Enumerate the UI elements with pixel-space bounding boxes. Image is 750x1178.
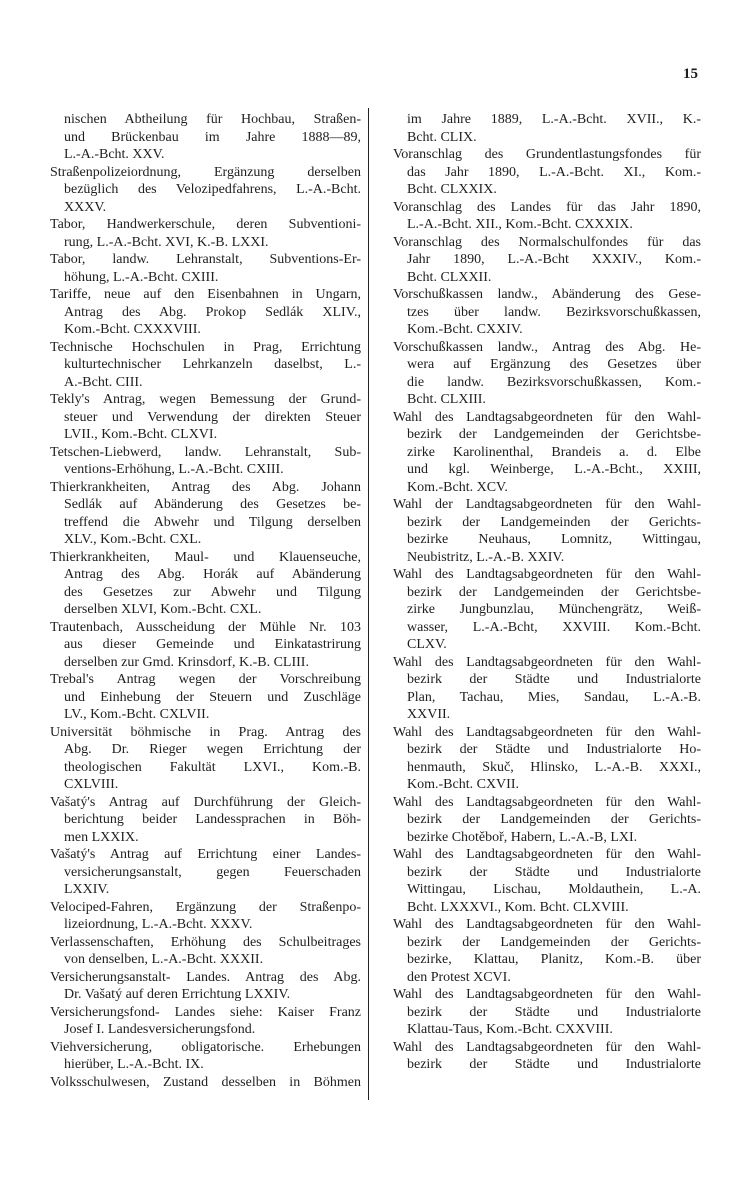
entry-line: Josef I. Landesversicherungsfond. bbox=[64, 1022, 256, 1037]
entry-line: Wahl des Landtagsabgeordneten für den Wahl- bbox=[393, 987, 701, 1002]
entry-line: XLV., Kom.-Bcht. CXL. bbox=[64, 532, 202, 547]
page-number: 15 bbox=[683, 66, 698, 82]
index-entry bbox=[50, 1004, 361, 1039]
entry-line: Vorschußkassen landw., Antrag des Abg. He- bbox=[393, 339, 701, 355]
entry-line: theologischen Fakultät LXVI., Kom.-B. bbox=[64, 759, 361, 775]
entry-line: Jahr 1890, L.-A.-Bcht XXXIV., Kom.- bbox=[407, 252, 701, 267]
index-entry bbox=[50, 794, 361, 847]
entry-line: Bcht. CLIX. bbox=[407, 129, 477, 145]
entry-line: Technische Hochschulen in Prag, Errichtung bbox=[50, 339, 361, 355]
entry-line: ventions-Erhöhung, L.-A.-Bcht. CXIII. bbox=[64, 462, 284, 477]
entry-line: lizeiordnung, L.-A.-Bcht. XXXV. bbox=[64, 917, 253, 932]
entry-line: das Jahr 1890, L.-A.-Bcht. XI., Kom.- bbox=[407, 164, 701, 180]
index-entry bbox=[50, 164, 361, 217]
entry-line: Voranschlag des Grundentlastungsfondes für bbox=[393, 147, 701, 162]
entry-line: XXVII. bbox=[407, 707, 451, 722]
entry-line: Viehversicherung, obligatorische. Erhebungen bbox=[50, 1039, 361, 1055]
entry-line: Antrag des Abg. Horák auf Abänderung bbox=[64, 567, 361, 582]
index-entry bbox=[393, 496, 701, 566]
index-entry bbox=[50, 111, 361, 164]
entry-line: den Protest XCVI. bbox=[407, 969, 511, 985]
entry-line: bezirk der Landgemeinden der Gerichts- bbox=[407, 514, 701, 530]
index-entry bbox=[393, 654, 701, 724]
column-divider bbox=[368, 108, 369, 1100]
index-entry bbox=[393, 409, 701, 497]
entry-line: Tariffe, neue auf den Eisenbahnen in Ungarn, bbox=[50, 287, 361, 302]
index-entry bbox=[50, 934, 361, 969]
entry-line: bezirk der Städte und Industrialorte bbox=[407, 864, 701, 880]
entry-line: Trautenbach, Ausscheidung der Mühle Nr. 103 bbox=[50, 619, 361, 635]
entry-line: Bcht. LXXXVI., Kom. Bcht. CLXVIII. bbox=[407, 899, 629, 915]
entry-line: die landw. Bezirksvorschußkassen, Kom.- bbox=[407, 374, 701, 390]
entry-line: LV., Kom.-Bcht. CXLVII. bbox=[64, 707, 210, 722]
index-entry bbox=[393, 286, 701, 339]
entry-line: des Gesetzes zur Abwehr und Tilgung bbox=[64, 584, 361, 600]
entry-line: versicherungsanstalt, gegen Feuerschaden bbox=[64, 864, 361, 880]
entry-line: derselben XLVI, Kom.-Bcht. CXL. bbox=[64, 602, 262, 617]
entry-line: Antrag des Abg. Prokop Sedlák XLIV., bbox=[64, 304, 361, 320]
entry-line: bezirke Neuhaus, Lomnitz, Wittingau, bbox=[407, 532, 701, 547]
entry-line: Tetschen-Liebwerd, landw. Lehranstalt, Sub- bbox=[50, 444, 361, 460]
index-entry bbox=[50, 391, 361, 444]
entry-line: CXLVIII. bbox=[64, 777, 119, 792]
entry-line: bezirk der Landgemeinden der Gerichts- bbox=[407, 934, 701, 950]
entry-line: Voranschlag des Landes für das Jahr 1890, bbox=[393, 199, 701, 215]
entry-line: Versicherungsfond- Landes siehe: Kaiser Franz bbox=[50, 1004, 361, 1020]
index-entry bbox=[393, 724, 701, 794]
entry-line: tzes über landw. Bezirksvorschußkassen, bbox=[407, 304, 701, 320]
entry-line: bezirke, Klattau, Planitz, Kom.-B. über bbox=[407, 952, 701, 967]
entry-line: Wittingau, Lischau, Moldauthein, L.-A. bbox=[407, 882, 701, 897]
index-entry bbox=[50, 479, 361, 549]
entry-line: wasser, L.-A.-Bcht, XXVIII. Kom.-Bcht. bbox=[407, 619, 701, 635]
index-entry bbox=[50, 969, 361, 1004]
entry-line: bezirke Chotěboř, Habern, L.-A.-B, LXI. bbox=[407, 829, 638, 845]
entry-line: zirke Karolinenthal, Brandeis a. d. Elbe bbox=[407, 444, 701, 460]
entry-line: Volksschulwesen, Zustand desselben in Böhmen bbox=[50, 1074, 361, 1090]
entry-line: im Jahre 1889, L.-A.-Bcht. XVII., K.- bbox=[407, 112, 701, 127]
entry-line: Thierkrankheiten, Maul- und Klauenseuche, bbox=[50, 549, 361, 565]
index-entry bbox=[50, 216, 361, 251]
entry-line: henmauth, Skuč, Hlinsko, L.-A.-B. XXXI., bbox=[407, 759, 701, 775]
entry-line: L.-A.-Bcht. XII., Kom.-Bcht. CXXXIX. bbox=[407, 217, 633, 232]
index-entry bbox=[50, 724, 361, 794]
index-column-right bbox=[393, 111, 701, 1074]
entry-line: bezirk der Städte und Industrialorte bbox=[407, 1004, 701, 1020]
entry-line: Neubistritz, L.-A.-B. XXIV. bbox=[407, 549, 565, 565]
entry-line: berichtung beider Landessprachen in Böh- bbox=[64, 812, 361, 827]
entry-line: bezirk der Städte und Industrialorte bbox=[407, 672, 701, 687]
entry-line: bezüglich des Velozipedfahrens, L.-A.-Bcht. bbox=[64, 182, 361, 197]
entry-line: und Einhebung der Steuern und Zuschläge bbox=[64, 689, 361, 705]
index-entry bbox=[50, 619, 361, 672]
index-entry bbox=[50, 1074, 361, 1092]
entry-line: Dr. Vašatý auf deren Errichtung LXXIV. bbox=[64, 987, 291, 1002]
entry-line: treffend die Abwehr und Tilgung derselben bbox=[64, 514, 361, 530]
entry-line: aus dieser Gemeinde und Einkatastrirung bbox=[64, 637, 361, 652]
index-entry bbox=[50, 251, 361, 286]
entry-line: und kgl. Weinberge, L.-A.-Bcht., XXIII, bbox=[407, 462, 701, 477]
entry-line: Wahl des Landtagsabgeordneten für den Wahl- bbox=[393, 917, 701, 932]
entry-line: Wahl des Landtagsabgeordneten für den Wahl- bbox=[393, 567, 701, 582]
entry-line: A.-Bcht. CIII. bbox=[64, 374, 143, 390]
entry-line: Vašatý's Antrag auf Durchführung der Gleich- bbox=[50, 794, 361, 810]
entry-line: Universität böhmische in Prag. Antrag des bbox=[50, 724, 361, 740]
entry-line: derselben zur Gmd. Krinsdorf, K.-B. CLIII. bbox=[64, 654, 309, 670]
index-entry bbox=[50, 339, 361, 392]
entry-line: bezirk der Städte und Industrialorte bbox=[407, 1057, 701, 1072]
entry-line: Tabor, landw. Lehranstalt, Subventions-Er- bbox=[50, 252, 361, 267]
entry-line: LXXIV. bbox=[64, 882, 110, 897]
entry-line: L.-A.-Bcht. XXV. bbox=[64, 147, 165, 162]
index-entry bbox=[393, 339, 701, 409]
entry-line: LVII., Kom.-Bcht. CLXVI. bbox=[64, 427, 218, 442]
entry-line: bezirk der Landgemeinden der Gerichts- bbox=[407, 812, 701, 827]
entry-line: hierüber, L.-A.-Bcht. IX. bbox=[64, 1057, 204, 1072]
entry-line: Wahl des Landtagsabgeordneten für den Wahl- bbox=[393, 794, 701, 810]
entry-line: Velociped-Fahren, Ergänzung der Straßenpo- bbox=[50, 899, 361, 915]
index-entry bbox=[393, 234, 701, 287]
entry-line: von denselben, L.-A.-Bcht. XXXII. bbox=[64, 952, 264, 967]
entry-line: Bcht. CLXXII. bbox=[407, 269, 492, 285]
entry-line: Tabor, Handwerkerschule, deren Subventioni- bbox=[50, 217, 361, 232]
entry-line: Tekly's Antrag, wegen Bemessung der Grund- bbox=[50, 392, 361, 407]
entry-line: CLXV. bbox=[407, 637, 447, 652]
index-entry bbox=[50, 286, 361, 339]
entry-line: Bcht. CLXIII. bbox=[407, 392, 486, 407]
entry-line: kulturtechnischer Lehrkanzeln daselbst, L.- bbox=[64, 357, 361, 372]
entry-line: Trebal's Antrag wegen der Vorschreibung bbox=[50, 672, 361, 687]
entry-line: rung, L.-A.-Bcht. XVI, K.-B. LXXI. bbox=[64, 234, 269, 250]
index-entry bbox=[393, 146, 701, 199]
index-entry bbox=[393, 1039, 701, 1074]
entry-line: Kom.-Bcht. CXXXVIII. bbox=[64, 322, 201, 337]
entry-line: Vorschußkassen landw., Abänderung des Gese- bbox=[393, 287, 701, 302]
index-entry bbox=[393, 986, 701, 1039]
entry-line: Voranschlag des Normalschulfondes für das bbox=[393, 234, 701, 250]
entry-line: Sedlák auf Abänderung des Gesetzes be- bbox=[64, 497, 361, 512]
entry-line: Klattau-Taus, Kom.-Bcht. CXXVIII. bbox=[407, 1022, 613, 1037]
index-entry bbox=[393, 794, 701, 847]
index-entry bbox=[50, 444, 361, 479]
index-column-left bbox=[50, 111, 361, 1091]
entry-line: Bcht. CLXXIX. bbox=[407, 182, 497, 197]
entry-line: Verlassenschaften, Erhöhung des Schulbeitrages bbox=[50, 934, 361, 950]
entry-line: Vašatý's Antrag auf Errichtung einer Landes- bbox=[50, 847, 361, 862]
entry-line: Kom.-Bcht. CXXIV. bbox=[407, 322, 523, 337]
entry-line: bezirk der Landgemeinden der Gerichtsbe- bbox=[407, 584, 701, 600]
index-entry bbox=[50, 671, 361, 724]
entry-line: zirke Jungbunzlau, Münchengrätz, Weiß- bbox=[407, 602, 701, 617]
index-entry bbox=[393, 111, 701, 146]
entry-line: und Brückenbau im Jahre 1888—89, bbox=[64, 129, 361, 145]
entry-line: Wahl des Landtagsabgeordneten für den Wahl- bbox=[393, 409, 701, 425]
entry-line: steuer und Verwendung der direkten Steuer bbox=[64, 409, 361, 425]
index-entry bbox=[393, 199, 701, 234]
entry-line: Wahl des Landtagsabgeordneten für den Wahl- bbox=[393, 724, 701, 740]
index-entry bbox=[50, 899, 361, 934]
entry-line: men LXXIX. bbox=[64, 829, 139, 845]
entry-line: Straßenpolizeiordnung, Ergänzung derselben bbox=[50, 164, 361, 180]
entry-line: Kom.-Bcht. XCV. bbox=[407, 479, 508, 495]
entry-line: Wahl des Landtagsabgeordneten für den Wahl- bbox=[393, 847, 701, 862]
entry-line: bezirk der Landgemeinden der Gerichtsbe- bbox=[407, 427, 701, 442]
entry-line: Versicherungsanstalt- Landes. Antrag des Abg. bbox=[50, 969, 361, 985]
entry-line: wera auf Ergänzung des Gesetzes über bbox=[407, 357, 701, 372]
entry-line: Thierkrankheiten, Antrag des Abg. Johann bbox=[50, 479, 361, 495]
index-entry bbox=[50, 1039, 361, 1074]
entry-line: XXXV. bbox=[64, 199, 107, 215]
index-entry bbox=[50, 549, 361, 619]
entry-line: Abg. Dr. Rieger wegen Errichtung der bbox=[64, 742, 361, 757]
index-entry bbox=[50, 846, 361, 899]
entry-line: Wahl der Landtagsabgeordneten für den Wahl- bbox=[393, 497, 701, 512]
entry-line: Wahl des Landtagsabgeordneten für den Wahl- bbox=[393, 654, 701, 670]
entry-line: nischen Abtheilung für Hochbau, Straßen- bbox=[64, 112, 361, 127]
index-entry bbox=[393, 566, 701, 654]
entry-line: bezirk der Städte und Industrialorte Ho- bbox=[407, 742, 701, 757]
index-entry bbox=[393, 916, 701, 986]
index-entry bbox=[393, 846, 701, 916]
entry-line: Wahl des Landtagsabgeordneten für den Wahl- bbox=[393, 1039, 701, 1055]
entry-line: Plan, Tachau, Mies, Sandau, L.-A.-B. bbox=[407, 689, 701, 705]
entry-line: höhung, L.-A.-Bcht. CXIII. bbox=[64, 269, 219, 285]
entry-line: Kom.-Bcht. CXVII. bbox=[407, 777, 519, 792]
